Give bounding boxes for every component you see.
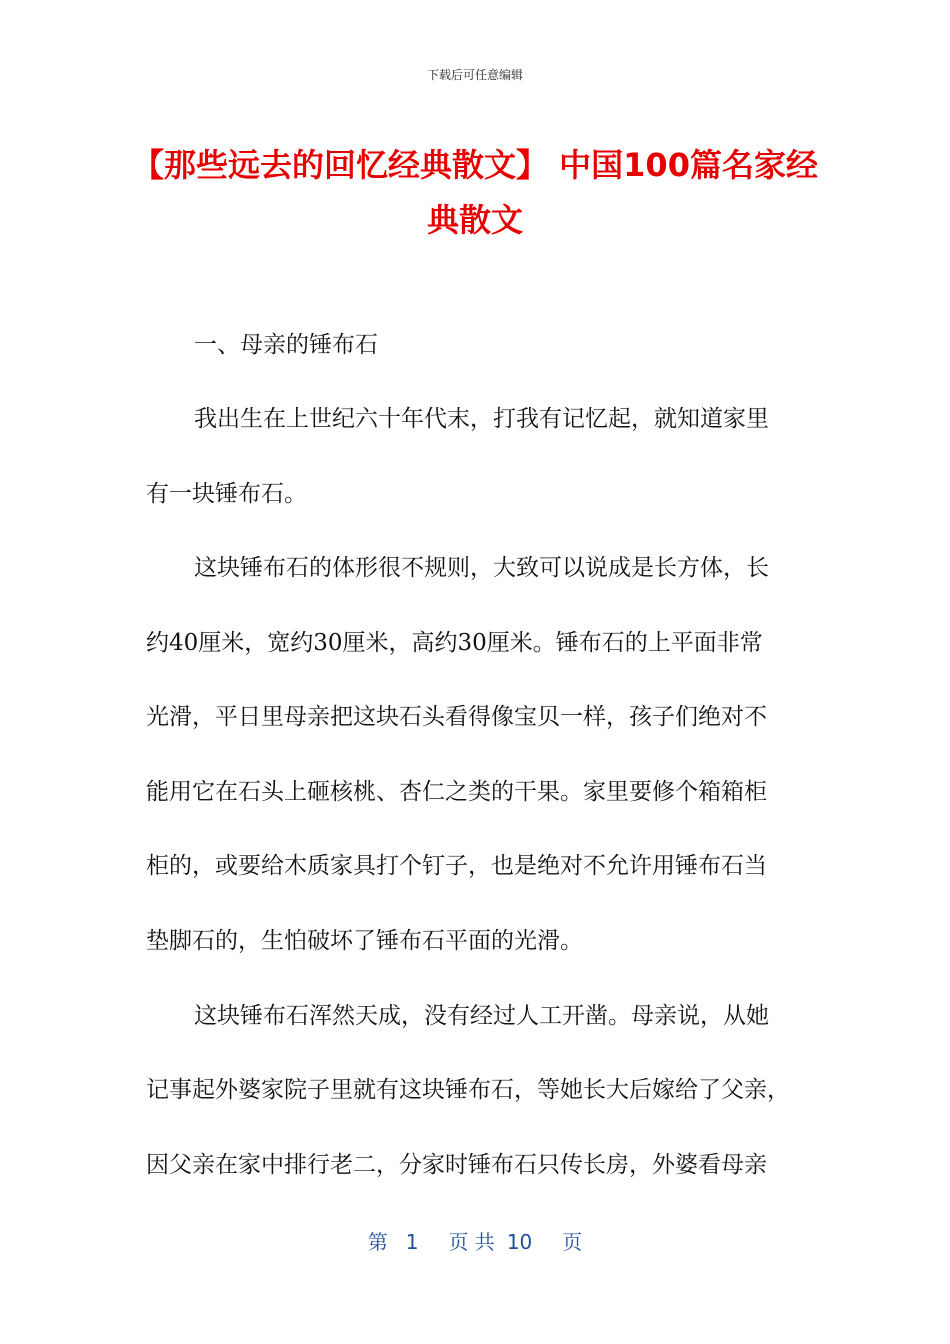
paragraph-line: 垫脚石的，生怕破坏了锤布石平面的光滑。	[146, 928, 583, 954]
page-total: 10	[506, 1230, 533, 1254]
paragraph-line: 有一块锤布石。	[146, 481, 307, 507]
paragraph-line: 因父亲在家中排行老二，分家时锤布石只传长房，外婆看母亲	[146, 1152, 767, 1178]
paragraph-line: 我出生在上世纪六十年代末，打我有记忆起，就知道家里	[194, 406, 769, 432]
page-middle: 页 共	[448, 1230, 495, 1254]
paragraph-line: 光滑，平日里母亲把这块石头看得像宝贝一样，孩子们绝对不	[146, 704, 767, 730]
page-prefix: 第	[367, 1230, 388, 1254]
paragraph-line: 柜的，或要给木质家具打个钉子，也是绝对不允许用锤布石当	[146, 853, 767, 879]
document-body	[146, 0, 806, 1344]
paragraph-line: 这块锤布石浑然天成，没有经过人工开凿。母亲说，从她	[194, 1003, 769, 1029]
page-footer	[0, 1226, 950, 1255]
paragraph-line: 能用它在石头上砸核桃、杏仁之类的干果。家里要修个箱箱柜	[146, 779, 767, 805]
section-heading: 一、母亲的锤布石	[194, 332, 378, 358]
paragraph-line: 约40厘米，宽约30厘米，高约30厘米。锤布石的上平面非常	[146, 630, 763, 656]
paragraph-line: 记事起外婆家院子里就有这块锤布石，等她长大后嫁给了父亲，	[146, 1077, 790, 1103]
paragraph-line: 这块锤布石的体形很不规则，大致可以说成是长方体，长	[194, 555, 769, 581]
header-note: 下载后可任意编辑	[426, 68, 523, 82]
page-number: 1	[405, 1230, 419, 1254]
page-suffix: 页	[562, 1230, 583, 1254]
document-title: 【那些远去的回忆经典散文】 中国100篇名家经典散文	[132, 146, 818, 239]
